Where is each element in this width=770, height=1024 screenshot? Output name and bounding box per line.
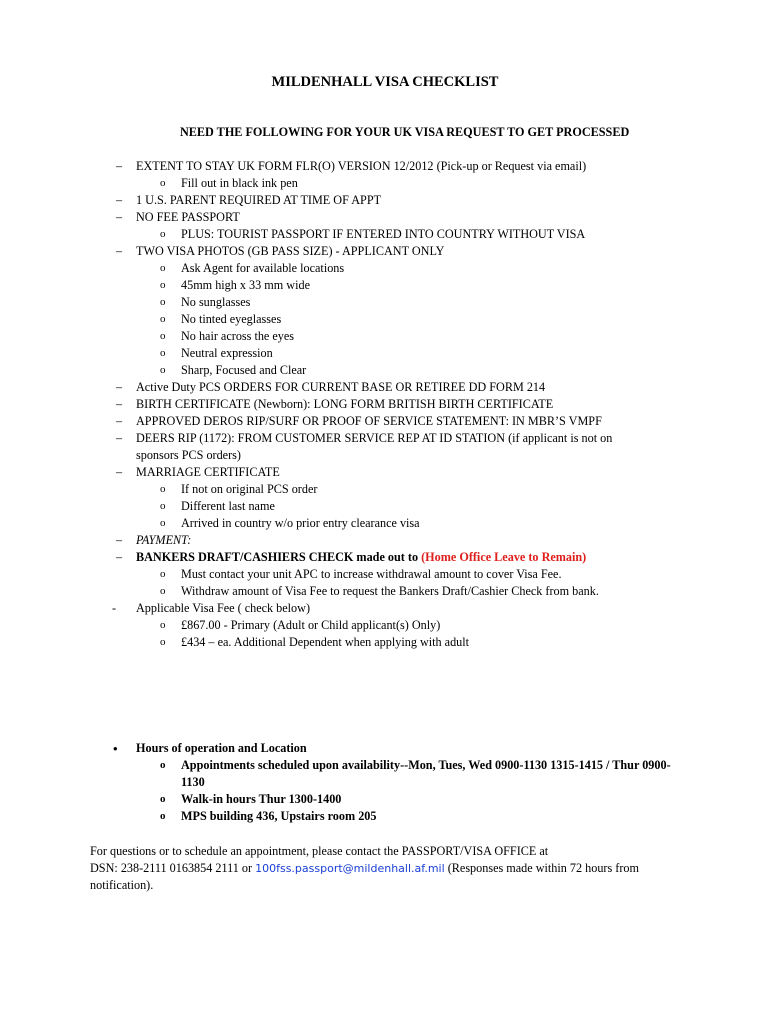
page-subtitle: NEED THE FOLLOWING FOR YOUR UK VISA REQUEST TO GET PROCESSED xyxy=(180,125,630,139)
list-item xyxy=(0,209,770,226)
list-item-text: NO FEE PASSPORT xyxy=(136,210,240,224)
list-item xyxy=(0,158,770,175)
list-item xyxy=(0,192,770,209)
sub-list-item-text: No tinted eyeglasses xyxy=(181,312,282,326)
list-item-payment xyxy=(0,532,770,549)
circle-bullet-icon: o xyxy=(160,262,166,274)
list-item-text: Active Duty PCS ORDERS FOR CURRENT BASE OR RETIREE DD FORM 214 xyxy=(136,380,546,394)
sub-list-item-text: 45mm high x 33 mm wide xyxy=(181,278,310,292)
email-link[interactable]: 100fss.passport@mildenhall.af.mil xyxy=(255,862,445,875)
circle-bullet-icon: o xyxy=(160,483,166,495)
sub-list-item xyxy=(0,328,770,345)
list-item xyxy=(0,430,646,464)
dash-bullet-icon: – xyxy=(116,193,123,207)
circle-bullet-icon: o xyxy=(160,500,166,512)
list-item-text: BIRTH CERTIFICATE (Newborn): LONG FORM BRITISH BIRTH CERTIFICATE xyxy=(136,397,554,411)
sub-list-item-text: Ask Agent for available locations xyxy=(181,261,345,275)
sub-list-item-text: £867.00 - Primary (Adult or Child applicant(s) Only) xyxy=(181,618,441,632)
hours-item xyxy=(0,808,770,825)
hours-item-text: Walk-in hours Thur 1300-1400 xyxy=(181,792,342,806)
dash-bullet-icon: – xyxy=(116,210,123,224)
sub-list-item xyxy=(0,634,770,651)
dash-bullet-icon: – xyxy=(116,159,123,173)
hours-item-text: Appointments scheduled upon availability--Mon, Tues, Wed 0900-1130 1315-1415 / Thur 0900-1130 xyxy=(181,758,671,789)
hours-item xyxy=(0,791,770,808)
sub-list-item xyxy=(0,362,770,379)
list-item xyxy=(0,549,770,566)
circle-bullet-icon: o xyxy=(160,759,166,771)
sub-list-item-text: If not on original PCS order xyxy=(181,482,318,496)
list-item-text: PAYMENT: xyxy=(136,533,192,547)
sub-list-item xyxy=(0,566,770,583)
list-item-text: BANKERS DRAFT/CASHIERS CHECK made out to xyxy=(136,550,422,564)
sub-list-item-text: Sharp, Focused and Clear xyxy=(181,363,307,377)
sub-list-item xyxy=(0,481,770,498)
dash-bullet-icon: – xyxy=(116,380,123,394)
sub-list-item-text: Withdraw amount of Visa Fee to request the Bankers Draft/Cashier Check from bank. xyxy=(181,584,599,598)
dash-bullet-icon: – xyxy=(116,550,123,564)
list-item xyxy=(0,243,770,260)
list-item xyxy=(0,379,770,396)
circle-bullet-icon: o xyxy=(160,279,166,291)
sub-list-item xyxy=(0,294,770,311)
hours-heading xyxy=(0,740,770,757)
circle-bullet-icon: o xyxy=(160,347,166,359)
dash-bullet-icon: – xyxy=(116,244,123,258)
hours-heading-text: Hours of operation and Location xyxy=(136,741,307,755)
circle-bullet-icon: o xyxy=(160,636,166,648)
circle-bullet-icon: o xyxy=(160,517,166,529)
sub-list-item xyxy=(0,345,770,362)
page-title: MILDENHALL VISA CHECKLIST xyxy=(271,74,499,90)
sub-list-item-text: Arrived in country w/o prior entry clearance visa xyxy=(181,516,420,530)
contact-phone: DSN: 238-2111 0163854 2111 or xyxy=(90,861,256,875)
list-item-text: APPROVED DEROS RIP/SURF OR PROOF OF SERVICE STATEMENT: IN MBR’S VMPF xyxy=(136,414,602,428)
list-item xyxy=(0,413,770,430)
sub-list-item xyxy=(0,277,770,294)
circle-bullet-icon: o xyxy=(160,568,166,580)
payee-name: (Home Office Leave to Remain) xyxy=(421,550,587,564)
sub-list-item xyxy=(0,515,770,532)
contact-line: For questions or to schedule an appointment, please contact the PASSPORT/VISA OFFICE at xyxy=(90,844,549,858)
hours-item xyxy=(0,757,681,791)
circle-bullet-icon: o xyxy=(160,228,166,240)
list-item-text: TWO VISA PHOTOS (GB PASS SIZE) - APPLICANT ONLY xyxy=(136,244,445,258)
list-item xyxy=(0,396,770,413)
visa-checklist xyxy=(0,158,770,651)
list-item-text: MARRIAGE CERTIFICATE xyxy=(136,465,280,479)
sub-list-item xyxy=(0,617,770,634)
dash-bullet-icon: – xyxy=(116,431,123,445)
dash-bullet-icon: – xyxy=(116,414,123,428)
list-item-text: EXTENT TO STAY UK FORM FLR(O) VERSION 12/2012 (Pick-up or Request via email) xyxy=(136,159,587,173)
dash-bullet-icon: – xyxy=(116,533,123,547)
circle-bullet-icon: o xyxy=(160,585,166,597)
contact-note: (Responses made within 72 hours from notification). xyxy=(90,861,639,892)
circle-bullet-icon: o xyxy=(160,810,166,822)
sub-list-item xyxy=(0,583,770,600)
hours-item-text: MPS building 436, Upstairs room 205 xyxy=(181,809,377,823)
circle-bullet-icon: o xyxy=(160,296,166,308)
sub-list-item-text: No hair across the eyes xyxy=(181,329,295,343)
list-item-text: 1 U.S. PARENT REQUIRED AT TIME OF APPT xyxy=(136,193,382,207)
list-item-text: Applicable Visa Fee ( check below) xyxy=(136,601,311,615)
sub-list-item-text: Fill out in black ink pen xyxy=(181,176,298,190)
dot-bullet-icon: • xyxy=(113,741,118,756)
sub-list-item xyxy=(0,260,770,277)
hyphen-bullet-icon: - xyxy=(112,601,117,615)
dash-bullet-icon: – xyxy=(116,397,123,411)
sub-list-item-text: £434 – ea. Additional Dependent when applying with adult xyxy=(181,635,470,649)
sub-list-item-text: Different last name xyxy=(181,499,275,513)
sub-list-item xyxy=(0,175,770,192)
dash-bullet-icon: – xyxy=(116,465,123,479)
circle-bullet-icon: o xyxy=(160,364,166,376)
list-item xyxy=(0,600,770,617)
sub-list-item-text: Must contact your unit APC to increase withdrawal amount to cover Visa Fee. xyxy=(181,567,562,581)
circle-bullet-icon: o xyxy=(160,793,166,805)
sub-list-item xyxy=(0,311,770,328)
list-item-text: DEERS RIP (1172): FROM CUSTOMER SERVICE REP AT ID STATION (if applicant is not on sponsors PCS orders) xyxy=(136,431,613,462)
circle-bullet-icon: o xyxy=(160,330,166,342)
contact-paragraph xyxy=(90,843,670,894)
circle-bullet-icon: o xyxy=(160,177,166,189)
list-item xyxy=(0,464,770,481)
circle-bullet-icon: o xyxy=(160,313,166,325)
sub-list-item-text: No sunglasses xyxy=(181,295,251,309)
sub-list-item-text: PLUS: TOURIST PASSPORT IF ENTERED INTO COUNTRY WITHOUT VISA xyxy=(181,227,586,241)
sub-list-item-text: Neutral expression xyxy=(181,346,273,360)
sub-list-item xyxy=(0,226,770,243)
hours-section xyxy=(0,740,770,825)
circle-bullet-icon: o xyxy=(160,619,166,631)
sub-list-item xyxy=(0,498,770,515)
